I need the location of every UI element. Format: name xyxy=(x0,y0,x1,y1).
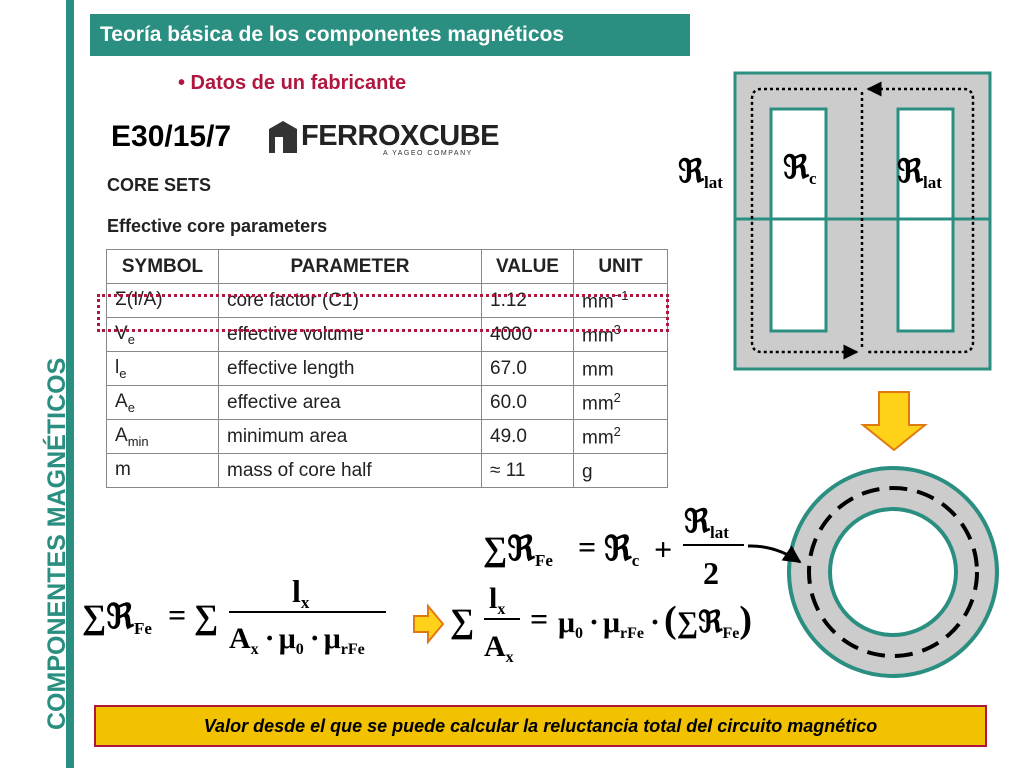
parameter-cell: mass of core half xyxy=(219,454,482,488)
f2-numerator: lx xyxy=(292,573,310,612)
page-title: Teoría básica de los componentes magnéticos xyxy=(90,14,690,56)
f1-equals: = xyxy=(578,529,597,565)
symbol-cell: $l_e$ xyxy=(107,352,219,386)
header-parameter: PARAMETER xyxy=(219,250,482,284)
value-cell: ≈ 11 xyxy=(482,454,574,488)
f3-rhs: $\mu_0 \cdot \mu_{rFe}$ · (∑ℜ$_{Fe}$) xyxy=(558,599,753,642)
f3-denominator: $A_x$ xyxy=(484,630,514,666)
rlat-left-label: ℜlat xyxy=(678,153,723,192)
down-arrow-icon xyxy=(863,392,925,450)
f1-rlat: ℜlat xyxy=(684,503,729,542)
unit-cell: $mm^3$ xyxy=(574,318,668,352)
formula-toroid-reluctance xyxy=(483,503,744,591)
toroid-diagram xyxy=(789,468,997,676)
core-model: E30/15/7 xyxy=(111,120,232,153)
brand-name: FERROXCUBE xyxy=(301,120,500,152)
parameter-cell: core factor (C1) xyxy=(219,284,482,318)
vertical-title: COMPONENTES MAGNÉTICOS xyxy=(43,357,71,730)
value-cell: 4000 xyxy=(482,318,574,352)
f2-equals: = xyxy=(168,597,187,633)
header-unit: UNIT xyxy=(574,250,668,284)
symbol-cell: $A_{min}$ xyxy=(107,420,219,454)
value-cell: 67.0 xyxy=(482,352,574,386)
symbol-cell: $V_e$ xyxy=(107,318,219,352)
core-sets-heading: CORE SETS xyxy=(107,175,212,195)
unit-cell: mm xyxy=(574,352,668,386)
rlat-right-label: ℜlat xyxy=(897,153,942,192)
parameter-cell: minimum area xyxy=(219,420,482,454)
toroid-inner xyxy=(830,509,956,635)
symbol-cell: $A_e$ xyxy=(107,386,219,420)
f1-plus: + xyxy=(654,531,673,567)
parameter-cell: effective volume xyxy=(219,318,482,352)
value-cell: 60.0 xyxy=(482,386,574,420)
formula-total-reluctance xyxy=(82,573,386,658)
unit-cell: $mm^2$ xyxy=(574,386,668,420)
unit-cell: $mm^{-1}$ xyxy=(574,284,668,318)
right-arrow-icon xyxy=(414,606,443,642)
header-symbol: SYMBOL xyxy=(107,250,219,284)
f1-lhs: ∑ℜFe xyxy=(483,531,553,570)
symbol-cell: m xyxy=(107,454,219,488)
value-cell: 1.12 xyxy=(482,284,574,318)
f3-equals: = xyxy=(530,601,549,637)
effective-params-heading: Effective core parameters xyxy=(107,216,328,236)
header-value: VALUE xyxy=(482,250,574,284)
f3-sum: ∑ xyxy=(450,603,475,640)
parameter-cell: effective length xyxy=(219,352,482,386)
f3-numerator: $l_x$ xyxy=(489,582,506,618)
e-core-diagram xyxy=(678,73,990,369)
f2-sum: ∑ xyxy=(194,599,219,636)
unit-cell: $mm^2$ xyxy=(574,420,668,454)
formula-core-factor xyxy=(450,582,752,666)
parameter-cell: effective area xyxy=(219,386,482,420)
bullet-manufacturer-data: • Datos de un fabricante xyxy=(178,72,407,94)
value-cell: 49.0 xyxy=(482,420,574,454)
f2-denominator: $A_x \cdot \mu_0 \cdot \mu_{rFe}$ xyxy=(229,622,365,658)
f1-denominator: 2 xyxy=(703,555,719,591)
symbol-cell: Σ(I/A) xyxy=(107,284,219,318)
rc-label: ℜc xyxy=(783,149,817,188)
brand-tagline: A YAGEO COMPANY xyxy=(383,150,473,157)
f1-rc: ℜc xyxy=(604,531,640,570)
unit-cell: g xyxy=(574,454,668,488)
f2-lhs: ∑ℜFe xyxy=(82,599,152,638)
footer-note: Valor desde el que se puede calcular la reluctancia total del circuito magnético xyxy=(94,705,987,747)
